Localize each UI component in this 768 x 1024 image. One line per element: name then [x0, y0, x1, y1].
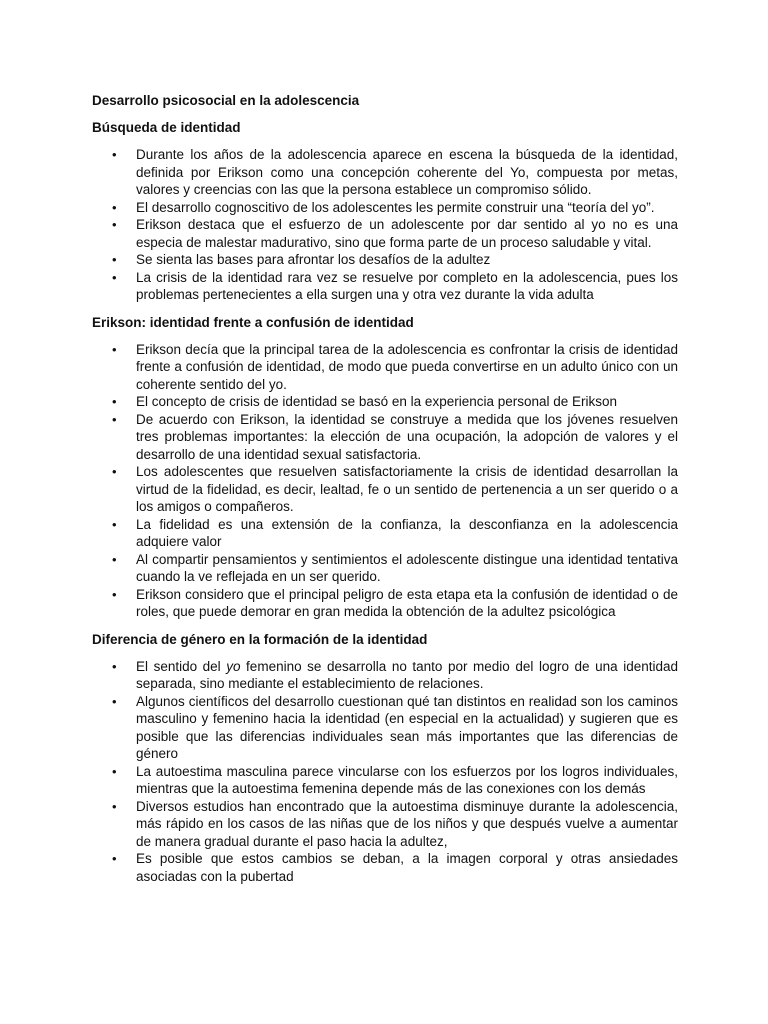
bullet-icon: •: [112, 464, 117, 479]
list-item-text-emphasis: yo: [226, 658, 241, 674]
bullet-icon: •: [112, 763, 117, 779]
bullet-icon: •: [112, 658, 117, 674]
list-item: [92, 693, 678, 763]
list-item-text: El desarrollo cognoscitivo de los adolescentes les permite construir una “teoría del yo”.: [136, 199, 655, 215]
list-item: [92, 411, 678, 464]
list-item-text: Se sienta las bases para afrontar los desafíos de la adultez: [136, 252, 491, 267]
list-item-text: El concepto de crisis de identidad se basó en la experiencia personal de Erikson: [136, 394, 618, 409]
bullet-icon: •: [112, 693, 117, 709]
list-item-text: Es posible que estos cambios se deban, a la imagen corporal y otras ansiedades asociadas con la pubertad: [136, 851, 678, 884]
bullet-icon: •: [112, 199, 117, 215]
list-item-text: De acuerdo con Erikson, la identidad se construye a medida que los jóvenes resuelven tres problemas importantes: la elección de una ocupación, la adopción de valores y el desarrollo de una identidad sexual satisfactoria.: [136, 411, 678, 462]
list-item: [92, 463, 678, 516]
list-item: [92, 586, 678, 621]
list-item: [92, 393, 678, 411]
list-item-text-after: femenino se desarrolla no tanto por medio del logro de una identidad separada, sino mediante el establecimiento de relaciones.: [136, 658, 678, 691]
bullet-list-erikson: [92, 341, 678, 621]
list-item: [92, 146, 678, 199]
list-item-text: Durante los años de la adolescencia aparece en escena la búsqueda de la identidad, definida por Erikson como una concepción coherente del Yo, compuesta por metas, valores y creencias con las que la persona establece un compromiso sólido.: [136, 147, 678, 197]
list-item: [92, 658, 678, 693]
bullet-icon: •: [112, 516, 117, 532]
list-item-text: Erikson destaca que el esfuerzo de un adolescente por dar sentido al yo no es una especia de malestar madurativo, sino que forma parte de un proceso saludable y vital.: [136, 217, 678, 250]
list-item: [92, 251, 678, 269]
bullet-icon: •: [112, 341, 117, 357]
bullet-icon: •: [112, 217, 117, 232]
list-item: [92, 199, 678, 217]
bullet-icon: •: [112, 411, 117, 427]
list-item: [92, 850, 678, 885]
section-heading-genero: Diferencia de género en la formación de la identidad: [92, 631, 428, 647]
list-item: [92, 763, 678, 798]
list-item-text: Erikson considero que el principal peligro de esta etapa eta la confusión de identidad o de roles, que puede demorar en gran medida la obtención de la adultez psicológica: [136, 586, 678, 619]
bullet-icon: •: [112, 269, 117, 285]
section-heading-erikson: Erikson: identidad frente a confusión de identidad: [92, 314, 414, 330]
list-item: [92, 341, 678, 394]
list-item-text: Diversos estudios han encontrado que la autoestima disminuye durante la adolescencia, más rápido en los casos de las niñas que de los niños y que después vuelve a aumentar de manera gradual durante el paso hacia la adultez,: [136, 798, 678, 849]
list-item: [92, 516, 678, 551]
list-item-text-before: El sentido del: [136, 658, 227, 674]
section-heading-busqueda: Búsqueda de identidad: [92, 120, 241, 135]
bullet-list-busqueda: [92, 146, 678, 304]
list-item: [92, 551, 678, 586]
list-item-text: La fidelidad es una extensión de la confianza, la desconfianza en la adolescencia adquiere valor: [136, 516, 678, 549]
list-item: [92, 269, 678, 304]
bullet-icon: •: [112, 851, 117, 866]
list-item-text: Erikson decía que la principal tarea de la adolescencia es confrontar la crisis de identidad frente a confusión de identidad, de modo que pueda convertirse en un adulto único con un coherente sentido del yo.: [136, 341, 678, 392]
bullet-icon: •: [112, 252, 117, 267]
bullet-icon: •: [112, 586, 117, 602]
bullet-icon: •: [112, 551, 117, 567]
list-item: [92, 798, 678, 851]
bullet-icon: •: [112, 798, 117, 814]
bullet-icon: •: [112, 394, 117, 409]
list-item-text: Los adolescentes que resuelven satisfactoriamente la crisis de identidad desarrollan la virtud de la fidelidad, es decir, lealtad, fe o un sentido de pertenencia a un ser querido o a los amigos o compañeros.: [136, 464, 678, 514]
bullet-list-genero: [92, 658, 678, 886]
list-item-text: La crisis de la identidad rara vez se resuelve por completo en la adolescencia, pues los problemas pertenecientes a ella surgen una y otra vez durante la vida adulta: [136, 269, 678, 302]
bullet-icon: •: [112, 147, 117, 162]
list-item: [92, 216, 678, 251]
list-item-text: La autoestima masculina parece vincularse con los esfuerzos por los logros individuales, mientras que la autoestima femenina depende más de las conexiones con los demás: [136, 763, 678, 796]
document-title: Desarrollo psicosocial en la adolescencia: [92, 93, 360, 108]
list-item-text: Algunos científicos del desarrollo cuestionan qué tan distintos en realidad son los caminos masculino y femenino hacia la identidad (en especial en la actualidad) y sugieren que es posible que las diferencias individuales sean más importantes que las diferencias de género: [136, 693, 678, 761]
list-item-text: Al compartir pensamientos y sentimientos el adolescente distingue una identidad tentativa cuando la ve reflejada en un ser querido.: [136, 551, 678, 584]
